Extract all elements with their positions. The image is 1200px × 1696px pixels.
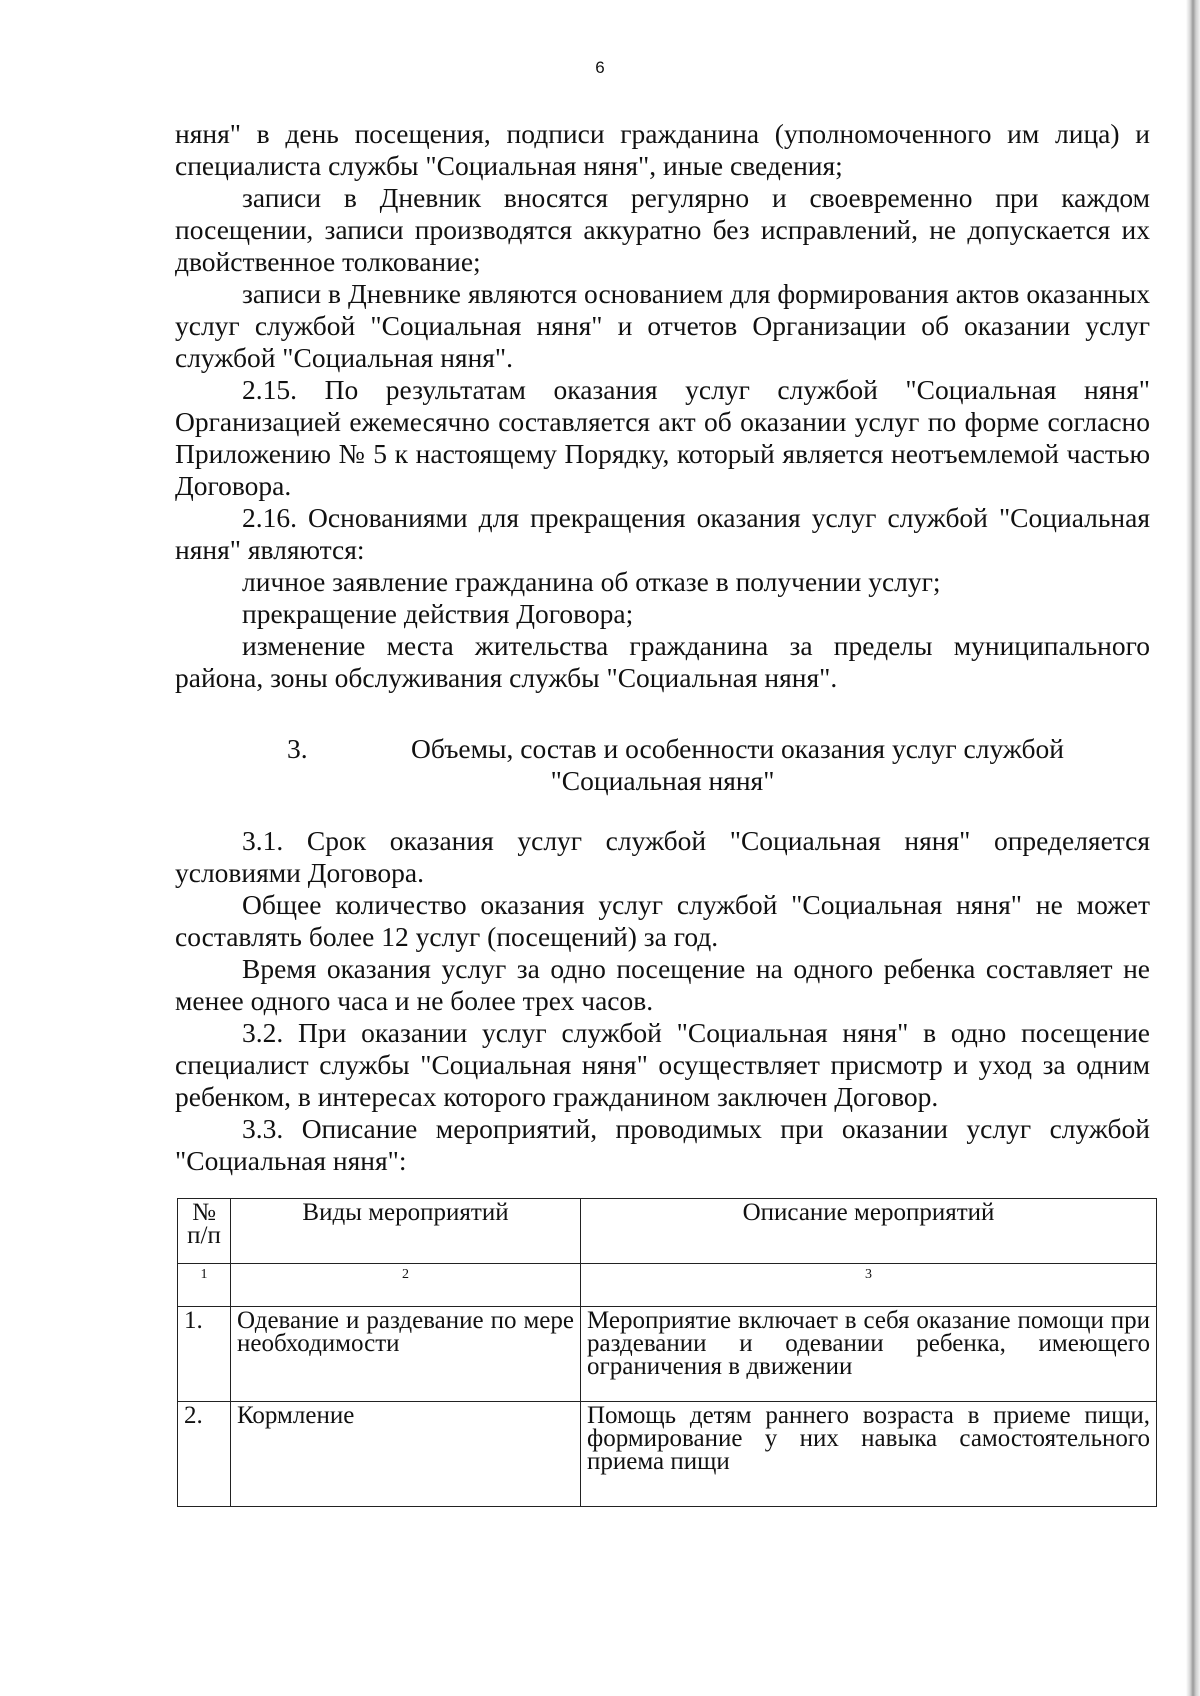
text-block-section-3	[175, 825, 1150, 1177]
section-number: 3.	[287, 733, 308, 764]
paragraph-ground-termination: прекращение действия Договора;	[242, 598, 634, 629]
table-row	[178, 1307, 1157, 1402]
row-desc: Помощь детям раннего возраста в приеме пищи, формирование у них навыка самостоятельного приема пищи	[581, 1402, 1157, 1507]
paragraph-diary-basis: записи в Дневнике являются основанием для формирования актов оказанных услуг службой "Социальная няня" и отчетов Организации об оказании услуг службой "Социальная няня".	[175, 278, 1150, 373]
page-number: 6	[595, 58, 605, 77]
paragraph-service-time: Время оказания услуг за одно посещение на одного ребенка составляет не менее одного часа и не более трех часов.	[175, 953, 1150, 1016]
table-index-row	[178, 1264, 1157, 1307]
row-desc: Мероприятие включает в себя оказание помощи при раздевании и одевании ребенка, имеющего ограничения в движении	[581, 1307, 1157, 1402]
table-row	[178, 1402, 1157, 1507]
paragraph-service-count: Общее количество оказания услуг службой "Социальная няня" не может составлять более 12 услуг (посещений) за год.	[175, 889, 1150, 952]
header-type: Виды мероприятий	[231, 1199, 581, 1264]
row-num: 1.	[178, 1307, 231, 1402]
row-num: 2.	[178, 1402, 231, 1507]
section-heading	[175, 733, 1150, 797]
header-desc: Описание мероприятий	[581, 1199, 1157, 1264]
header-num: № п/п	[178, 1199, 231, 1264]
index-cell: 3	[581, 1264, 1157, 1307]
paragraph-ground-application: личное заявление гражданина об отказе в получении услуг;	[242, 566, 941, 597]
measures-table	[177, 1198, 1157, 1507]
text-block-continuation	[175, 118, 1150, 694]
index-cell: 1	[178, 1264, 231, 1307]
row-type: Кормление	[231, 1402, 581, 1507]
paragraph-diary-entries: записи в Дневник вносятся регулярно и своевременно при каждом посещении, записи производятся аккуратно без исправлений, не допускается их двойственное толкование;	[175, 182, 1150, 277]
paragraph-2-16: 2.16. Основаниями для прекращения оказания услуг службой "Социальная няня" являются:	[175, 502, 1150, 565]
row-type: Одевание и раздевание по мере необходимости	[231, 1307, 581, 1402]
paragraph-3-3: 3.3. Описание мероприятий, проводимых при оказании услуг службой "Социальная няня":	[175, 1113, 1150, 1176]
section-title-line1: Объемы, состав и особенности оказания услуг службой	[411, 733, 1064, 764]
paragraph-2-15: 2.15. По результатам оказания услуг службой "Социальная няня" Организацией ежемесячно составляется акт об оказании услуг по форме согласно Приложению № 5 к настоящему Порядку, который является неотъемлемой частью Договора.	[175, 374, 1150, 501]
table-header-row	[178, 1199, 1157, 1264]
index-cell: 2	[231, 1264, 581, 1307]
scan-edge	[1186, 0, 1200, 1696]
paragraph-ground-relocation: изменение места жительства гражданина за пределы муниципального района, зоны обслуживания службы "Социальная няня".	[175, 630, 1150, 693]
paragraph-diary-contents: няня" в день посещения, подписи гражданина (уполномоченного им лица) и специалиста службы "Социальная няня", иные сведения;	[175, 118, 1150, 181]
paragraph-3-2: 3.2. При оказании услуг службой "Социальная няня" в одно посещение специалист службы "Социальная няня" осуществляет присмотр и уход за одним ребенком, в интересах которого гражданином заключен Договор.	[175, 1017, 1150, 1112]
paragraph-3-1: 3.1. Срок оказания услуг службой "Социальная няня" определяется условиями Договора.	[175, 825, 1150, 888]
section-title-line2: "Социальная няня"	[550, 765, 775, 796]
